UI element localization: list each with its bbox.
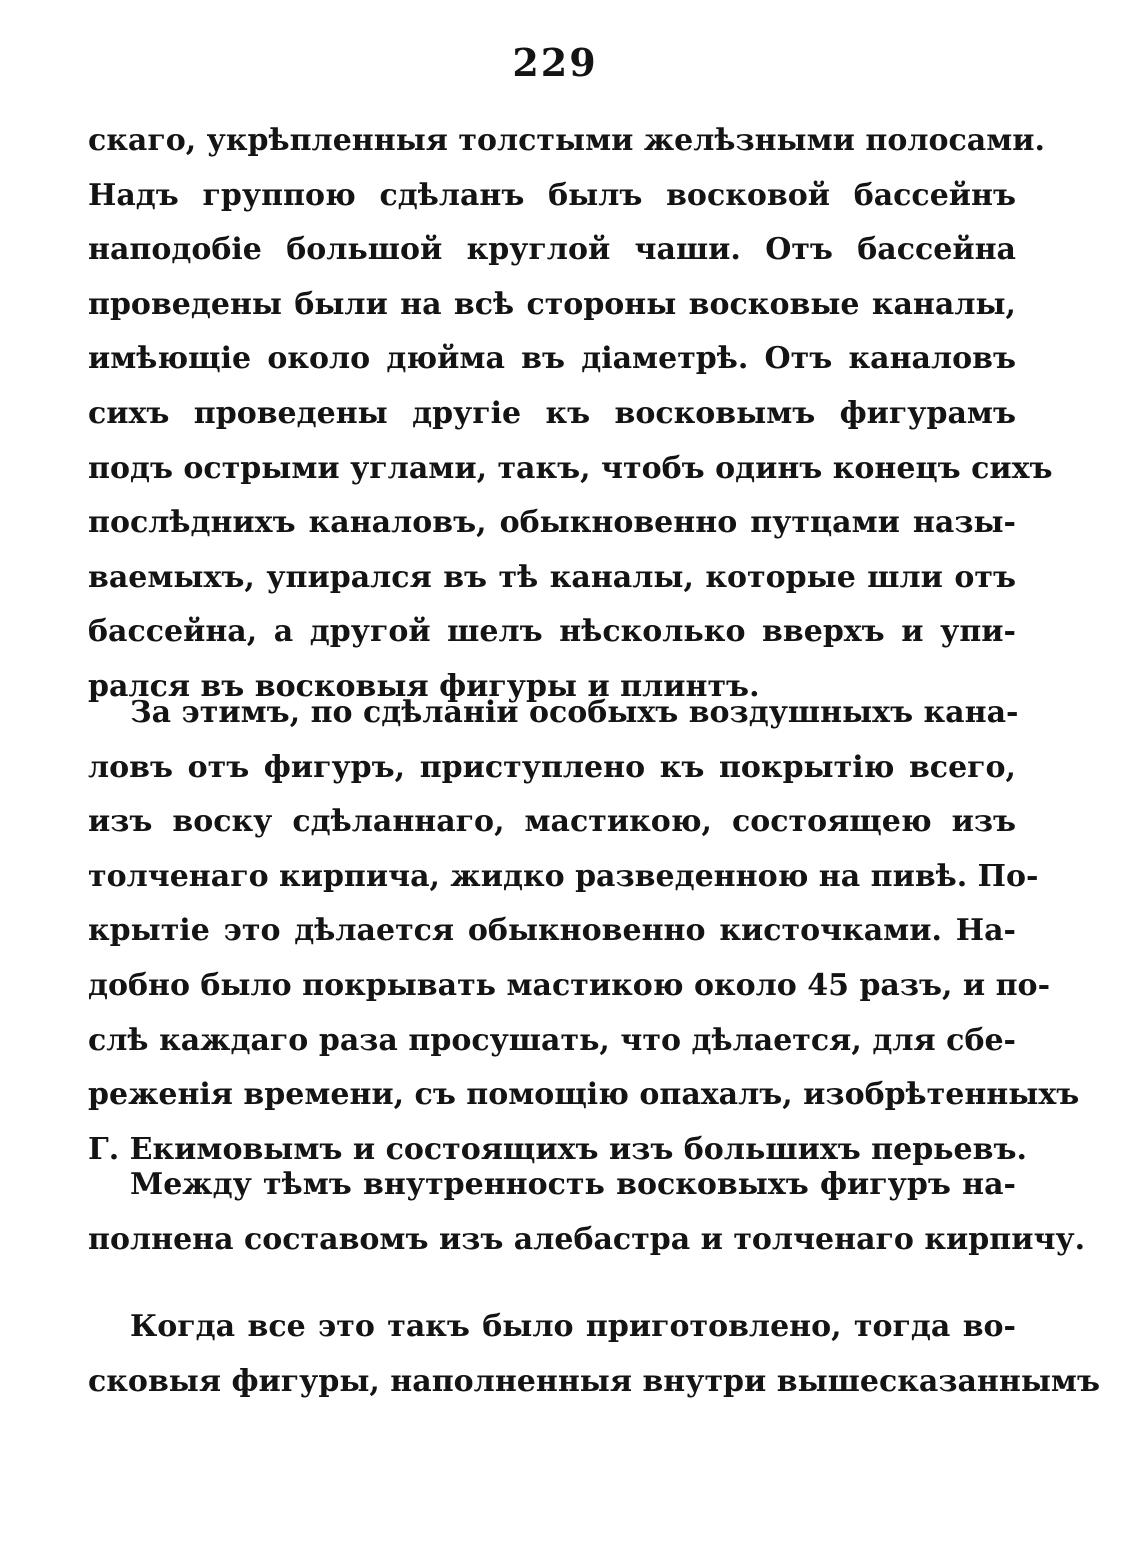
text-line: За этимъ, по сдѣланіи особыхъ воздушныхъ кана- <box>130 695 1019 730</box>
text-line: сковыя фигуры, наполненныя внутри вышесказаннымъ <box>88 1363 1100 1399</box>
text-line: крытіе это дѣлается обыкновенно кисточками. На- <box>88 913 1016 949</box>
text-line: подъ острыми углами, такъ, чтобъ одинъ конецъ сихъ <box>88 450 1053 486</box>
text-line: полнена составомъ изъ алебастра и толченаго кирпичу. <box>88 1221 1086 1257</box>
paragraph-2 <box>88 686 1080 1177</box>
text-line: послѣднихъ каналовъ, обыкновенно путцами назы- <box>88 505 1016 541</box>
text-line: Надъ группою сдѣланъ былъ восковой бассейнъ <box>88 177 1016 213</box>
text-line: наподобіе большой круглой чаши. Отъ бассейна <box>88 232 1016 268</box>
text-line: реженія времени, съ помощію опахалъ, изобрѣтенныхъ <box>88 1077 1080 1113</box>
text-line: добно было покрывать мастикою около 45 разъ, и по- <box>88 967 1051 1003</box>
text-line: Когда все это такъ было приготовлено, тогда во- <box>130 1309 1016 1344</box>
text-line: проведены были на всѣ стороны восковые каналы, <box>88 286 1016 322</box>
text-line: толченаго кирпича, жидко разведенною на пивѣ. По- <box>88 858 1039 894</box>
paragraph-1 <box>88 114 1053 715</box>
text-line: Г. Екимовымъ и состоящихъ изъ большихъ перьевъ. <box>88 1131 1027 1167</box>
text-line: изъ воску сдѣланнаго, мастикою, состоящею изъ <box>88 804 1016 840</box>
text-line: имѣющіе около дюйма въ діаметрѣ. Отъ каналовъ <box>88 341 1016 377</box>
text-line: ловъ отъ фигуръ, приступлено къ покрытію всего, <box>88 749 1016 785</box>
paragraph-4 <box>88 1300 1100 1409</box>
text-line: скаго, укрѣпленныя толстыми желѣзными полосами. <box>88 123 1045 158</box>
text-line: сихъ проведены другіе къ восковымъ фигурамъ <box>88 395 1016 431</box>
paragraph-3 <box>88 1158 1086 1267</box>
text-line: Между тѣмъ внутренность восковыхъ фигуръ на- <box>130 1167 1016 1202</box>
text-line: рался въ восковыя фигуры и плинтъ. <box>88 668 760 704</box>
text-line: бассейна, а другой шелъ нѣсколько вверхъ и упи- <box>88 614 1016 650</box>
text-line: слѣ каждаго раза просушать, что дѣлается, для сбе- <box>88 1022 1016 1058</box>
text-line: ваемыхъ, упирался въ тѣ каналы, которые шли отъ <box>88 559 1016 595</box>
page-number: 229 <box>512 40 598 85</box>
